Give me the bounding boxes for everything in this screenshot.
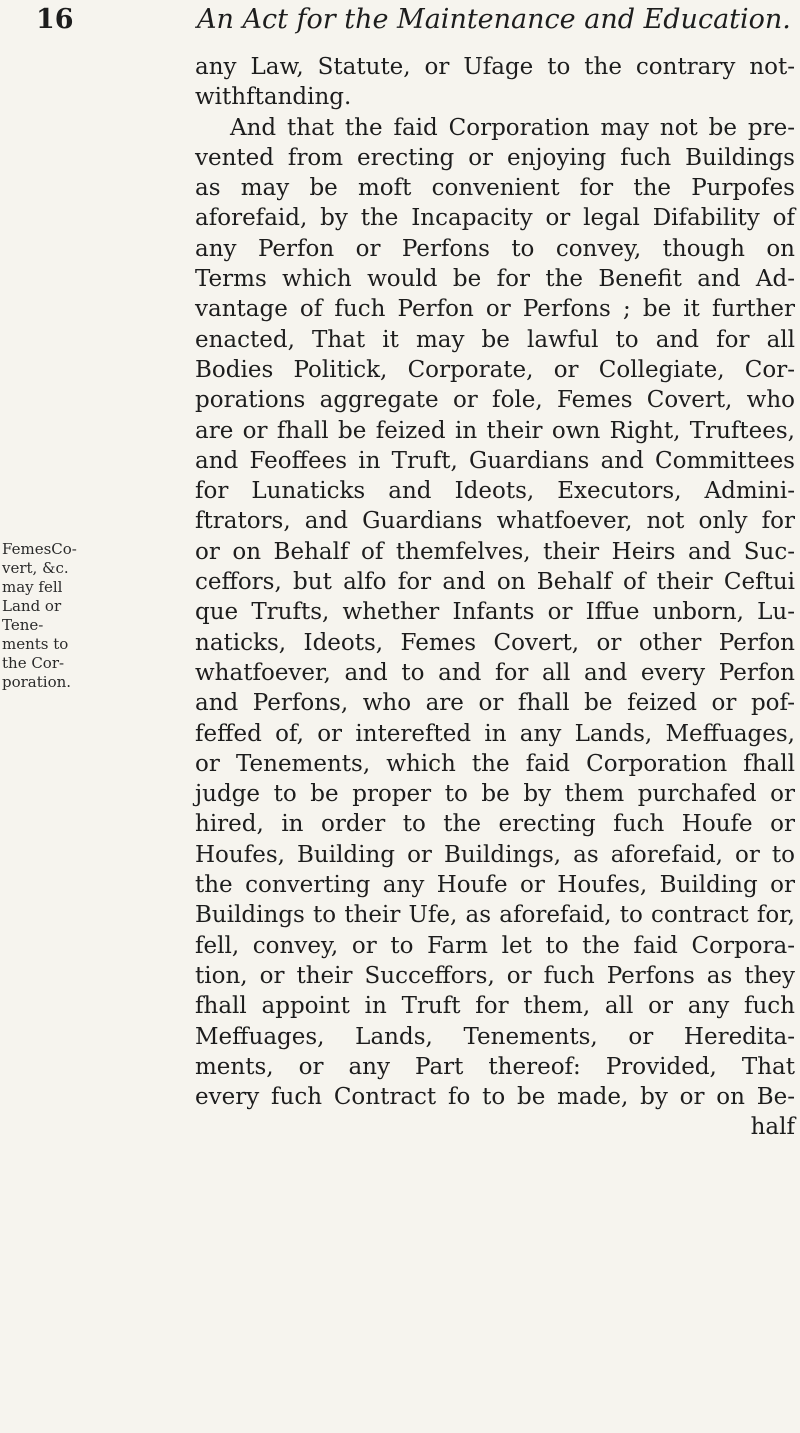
text-line: ceffors, but alfo for and on Behalf of their Ceftui — [195, 569, 795, 596]
margin-note-line: the Cor- — [2, 654, 65, 672]
text-line: withftanding. — [195, 84, 352, 111]
text-line: fell, convey, or to Farm let to the faid Corpora- — [195, 932, 795, 959]
text-line: for Lunaticks and Ideots, Executors, Admini- — [195, 478, 795, 505]
margin-note-line: Tene- — [2, 616, 44, 634]
text-line: fhall appoint in Truft for them, all or any fuch — [195, 993, 795, 1020]
text-line: feffed of, or interefted in any Lands, Meffuages, — [195, 720, 795, 747]
text-line: Bodies Politick, Corporate, or Collegiate, Cor- — [195, 356, 795, 383]
text-line: and Perfons, who are or fhall be feized or pof- — [195, 690, 795, 717]
text-line: or on Behalf of themfelves, their Heirs and Suc- — [195, 538, 795, 565]
text-line: naticks, Ideots, Femes Covert, or other Perfon — [195, 629, 795, 656]
margin-note-line: ments to — [2, 635, 69, 653]
text-line: que Trufts, whether Infants or Iffue unborn, Lu- — [195, 599, 795, 626]
text-line: whatfoever, and to and for all and every Perfon — [195, 659, 795, 686]
text-line: aforefaid, by the Incapacity or legal Difability of — [195, 205, 795, 232]
margin-note-line: poration. — [2, 673, 72, 691]
text-line: any Perfon or Perfons to convey, though on — [195, 235, 795, 262]
text-line: hired, in order to the erecting fuch Houfe or — [195, 811, 795, 838]
text-line: half — [750, 1114, 795, 1141]
margin-note-line: vert, &c. — [2, 559, 69, 577]
margin-note — [2, 540, 97, 692]
text-line: enacted, That it may be lawful to and for all — [195, 326, 795, 353]
text-line: vented from erecting or enjoying fuch Buildings — [195, 144, 795, 171]
text-line: ments, or any Part thereof: Provided, That — [195, 1053, 795, 1080]
text-line: and Feoffees in Truft, Guardians and Committees — [195, 447, 795, 474]
text-line: are or fhall be feized in their own Right, Truftees, — [195, 417, 795, 444]
text-line: any Law, Statute, or Ufage to the contrary not- — [195, 54, 795, 80]
margin-note-line: FemesCo- — [2, 540, 77, 558]
text-line: judge to be proper to be by them purchafed or — [195, 781, 795, 808]
running-head: An Act for the Maintenance and Education. — [197, 4, 791, 35]
text-line: Houfes, Building or Buildings, as aforefaid, or to — [195, 841, 795, 868]
text-line: tion, or their Succeffors, or fuch Perfons as they — [195, 962, 795, 989]
text-line: every fuch Contract fo to be made, by or on Be- — [195, 1084, 795, 1111]
text-line: Terms which would be for the Benefit and Ad- — [195, 266, 795, 293]
text-line: vantage of fuch Perfon or Perfons ; be it further — [195, 296, 795, 323]
text-line: Meffuages, Lands, Tenements, or Heredita- — [195, 1023, 795, 1050]
text-line: ftrators, and Guardians whatfoever, not only for — [195, 508, 795, 535]
body-text — [195, 52, 795, 1143]
text-line: porations aggregate or fole, Femes Covert, who — [195, 387, 795, 414]
margin-note-line: may fell — [2, 578, 63, 596]
text-line: as may be moft convenient for the Purpofes — [195, 175, 795, 202]
page-number: 16 — [36, 4, 74, 35]
text-line: Buildings to their Ufe, as aforefaid, to contract for, — [195, 902, 795, 929]
text-line: or Tenements, which the faid Corporation fhall — [195, 750, 795, 777]
text-line: And that the faid Corporation may not be pre- — [230, 114, 795, 141]
margin-note-line: Land or — [2, 597, 62, 615]
text-line: the converting any Houfe or Houfes, Building or — [195, 872, 795, 899]
